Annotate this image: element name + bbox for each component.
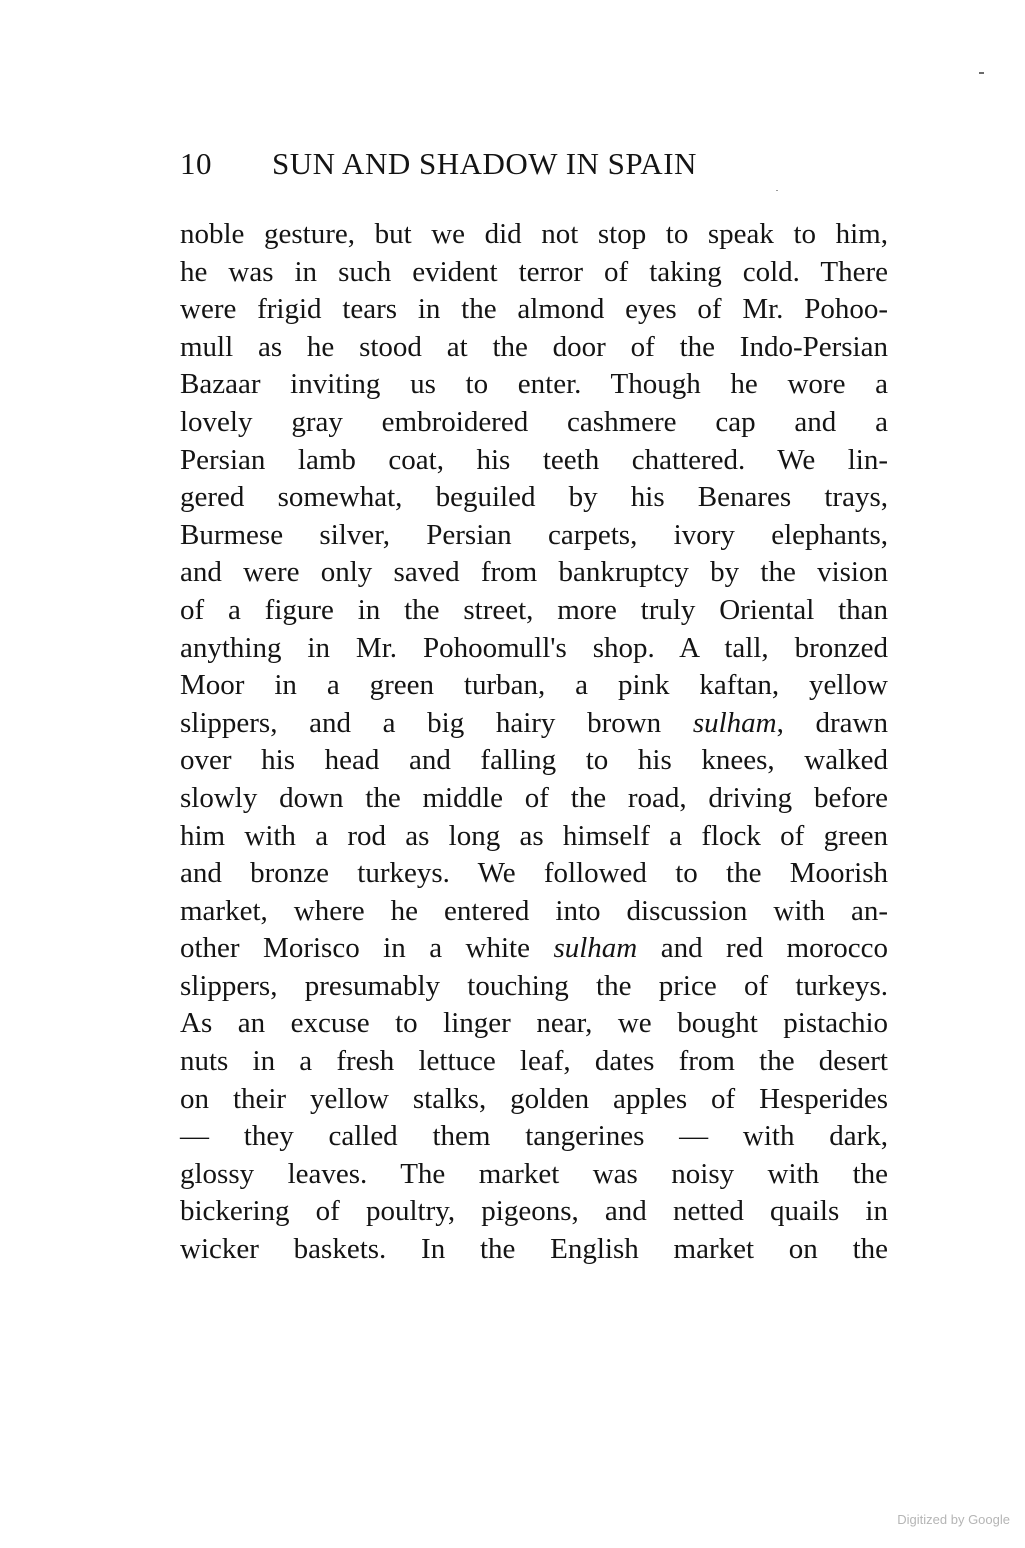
text-line: and were only saved from bankruptcy by the vision [180, 556, 888, 589]
text-line: anything in Mr. Pohoomull's shop. A tall, bronzed [180, 631, 888, 664]
text-line: Persian lamb coat, his teeth chattered. We lin- [180, 443, 888, 476]
text-line: Burmese silver, Persian carpets, ivory elephants, [180, 518, 888, 551]
text-line: gered somewhat, beguiled by his Benares trays, [180, 481, 888, 514]
text-line: mull as he stood at the door of the Indo-Persian [180, 330, 888, 363]
text-segment: other Morisco in a white [180, 932, 554, 965]
text-segment: slippers, and a big hairy brown [180, 706, 693, 739]
scan-artifact-dot [776, 190, 778, 191]
text-line: were frigid tears in the almond eyes of Mr. Pohoo- [180, 293, 888, 326]
text-line: wicker baskets. In the English market on the [180, 1233, 888, 1266]
italic-term: sulham [692, 706, 777, 739]
italic-term: sulham [553, 932, 638, 965]
text-line: market, where he entered into discussion with an- [180, 894, 888, 927]
text-line: Moor in a green turban, a pink kaftan, yellow [180, 669, 888, 702]
text-line: on their yellow stalks, golden apples of Hesperides [180, 1082, 888, 1115]
text-line: As an excuse to linger near, we bought pistachio [180, 1007, 888, 1040]
page-header [180, 144, 790, 184]
text-line: and bronze turkeys. We followed to the Moorish [180, 857, 888, 890]
scan-artifact-mark [979, 72, 984, 74]
text-line: nuts in a fresh lettuce leaf, dates from the desert [180, 1045, 888, 1078]
page-number: 10 [180, 146, 212, 181]
text-line [180, 930, 888, 968]
text-line: slowly down the middle of the road, driving before [180, 781, 888, 814]
digitization-watermark: Digitized by Google [897, 1512, 1010, 1527]
body-text [180, 216, 888, 1269]
text-line: — they called them tangerines — with dark, [180, 1120, 888, 1153]
text-line: him with a rod as long as himself a flock of green [180, 819, 888, 852]
text-segment: , drawn [776, 706, 888, 739]
text-line: slippers, presumably touching the price of turkeys. [180, 969, 888, 1002]
text-line: over his head and falling to his knees, walked [180, 744, 888, 777]
text-segment: and red morocco [637, 932, 888, 965]
text-line: he was in such evident terror of taking cold. There [180, 255, 888, 288]
text-line: noble gesture, but we did not stop to speak to him, [180, 218, 888, 250]
running-title: SUN AND SHADOW IN SPAIN [272, 146, 697, 181]
text-line: Bazaar inviting us to enter. Though he wore a [180, 368, 888, 401]
text-line [180, 705, 888, 743]
text-line: bickering of poultry, pigeons, and netted quails in [180, 1195, 888, 1228]
text-line: lovely gray embroidered cashmere cap and a [180, 405, 888, 438]
text-line: of a figure in the street, more truly Oriental than [180, 593, 888, 626]
text-line: glossy leaves. The market was noisy with the [180, 1157, 888, 1190]
